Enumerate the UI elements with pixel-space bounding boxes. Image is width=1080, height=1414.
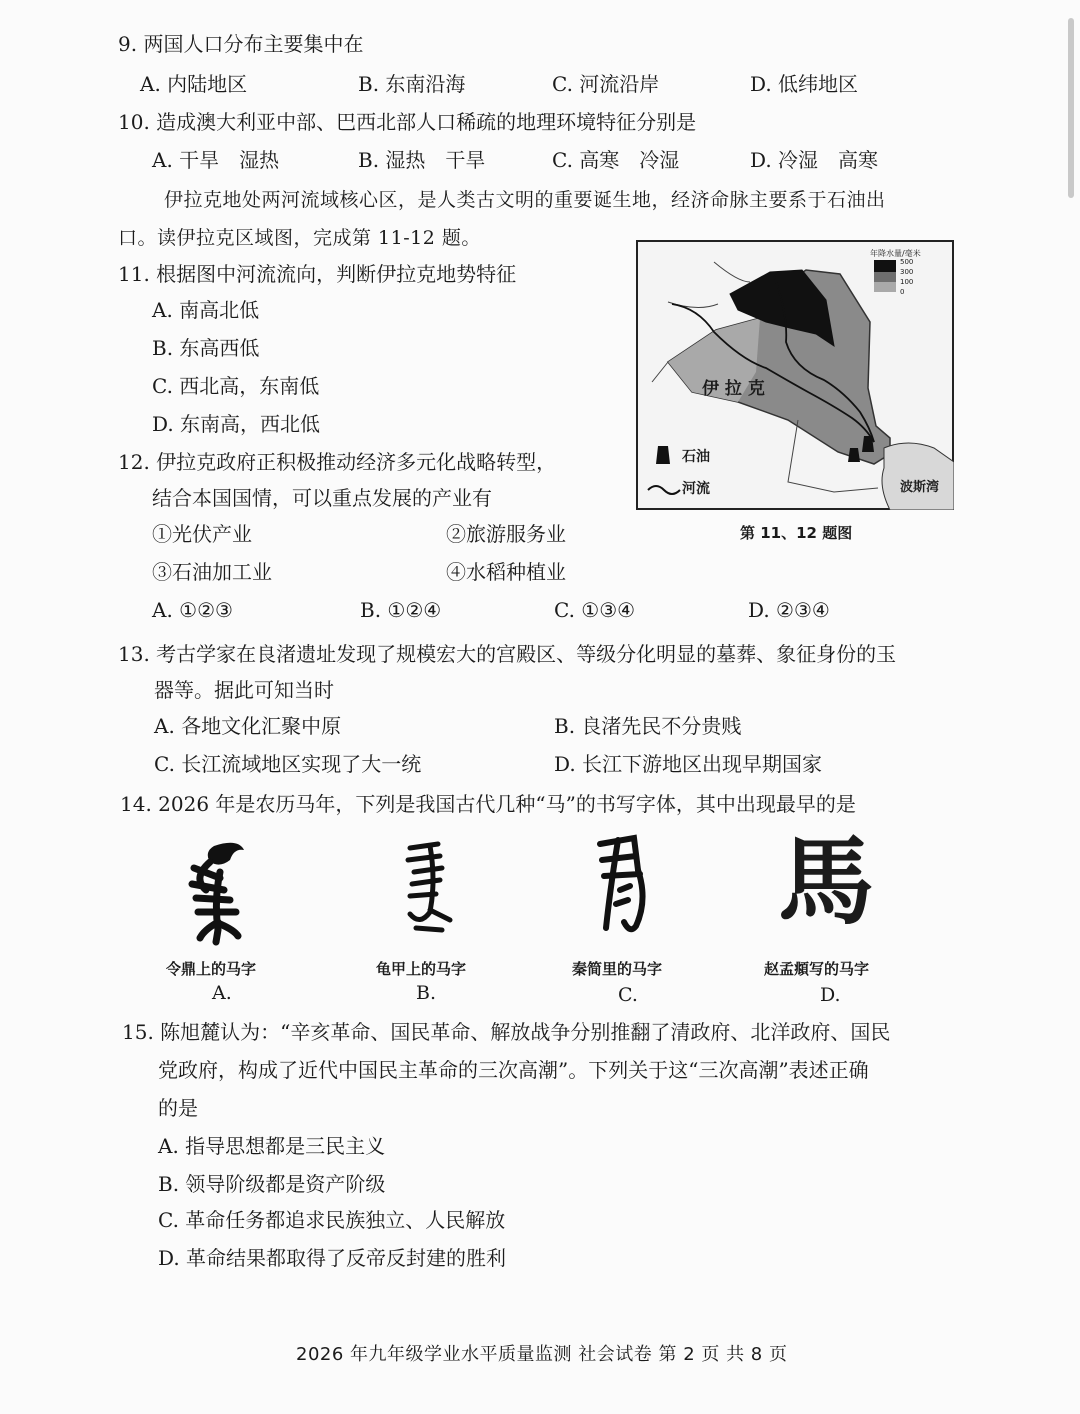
legend-value: 0 <box>900 288 905 296</box>
map-caption: 第 11、12 题图 <box>740 524 853 542</box>
q13-option-d[interactable]: D. 长江下游地区出现早期国家 <box>554 752 823 776</box>
q9-option-d[interactable]: D. 低纬地区 <box>750 72 859 96</box>
country-label: 伊 拉 克 <box>702 379 765 399</box>
glyph-d-option[interactable]: D. <box>820 984 841 1006</box>
q10-option-c[interactable]: C. 高寒 冷湿 <box>552 148 680 172</box>
q13-option-a[interactable]: A. 各地文化汇聚中原 <box>154 714 342 738</box>
question-14-stem: 14. 2026 年是农历马年，下列是我国古代几种“马”的书写字体，其中出现最早的是 <box>120 792 856 816</box>
oracle-horse-glyph-b <box>396 840 460 940</box>
q11-option-b[interactable]: B. 东高西低 <box>152 336 260 360</box>
question-13-stem-2: 器等。据此可知当时 <box>154 678 334 702</box>
q9-option-a[interactable]: A. 内陆地区 <box>140 72 248 96</box>
q13-option-b[interactable]: B. 良渚先民不分贵贱 <box>554 714 742 738</box>
q10-option-d[interactable]: D. 冷湿 高寒 <box>750 148 879 172</box>
legend-river-label: 河流 <box>682 481 710 497</box>
q9-option-c[interactable]: C. 河流沿岸 <box>552 72 660 96</box>
legend-100 <box>874 282 896 292</box>
legend-oil-label: 石油 <box>682 449 710 465</box>
question-11-stem: 11. 根据图中河流流向，判断伊拉克地势特征 <box>118 262 517 286</box>
q15-option-b[interactable]: B. 领导阶级都是资产阶级 <box>158 1172 386 1196</box>
q10-option-a[interactable]: A. 干旱 湿热 <box>152 148 280 172</box>
glyph-a-caption: 令鼎上的马字 <box>166 960 257 978</box>
question-15-stem-3: 的是 <box>158 1096 198 1120</box>
glyph-d-caption: 赵孟頫写的马字 <box>764 960 870 978</box>
question-9-stem: 9. 两国人口分布主要集中在 <box>118 32 364 56</box>
q13-option-c[interactable]: C. 长江流域地区实现了大一统 <box>154 752 422 776</box>
question-10-stem: 10. 造成澳大利亚中部、巴西北部人口稀疏的地理环境特征分别是 <box>118 110 697 134</box>
q12-item-4: ④水稻种植业 <box>446 560 566 584</box>
legend-value: 300 <box>900 268 914 276</box>
legend-300 <box>874 272 896 282</box>
question-15-stem-2: 党政府，构成了近代中国民主革命的三次高潮”。下列关于这“三次高潮”表述正确 <box>158 1058 869 1082</box>
glyph-c-caption: 秦简里的马字 <box>572 960 663 978</box>
gulf-label: 波斯湾 <box>900 480 940 495</box>
q12-option-a[interactable]: A. ①②③ <box>152 598 233 622</box>
glyph-c-option[interactable]: C. <box>618 984 638 1006</box>
legend-river-icon <box>648 486 680 494</box>
q12-item-3: ③石油加工业 <box>152 560 272 584</box>
q11-option-a[interactable]: A. 南高北低 <box>152 298 260 322</box>
zhao-mengfu-horse-glyph-d: 馬 <box>778 825 874 938</box>
qin-slip-horse-glyph-c <box>590 830 660 940</box>
q15-option-a[interactable]: A. 指导思想都是三民主义 <box>158 1134 386 1158</box>
q10-option-b[interactable]: B. 湿热 干旱 <box>358 148 486 172</box>
q12-item-2: ②旅游服务业 <box>446 522 566 546</box>
question-12-stem-2: 结合本国国情，可以重点发展的产业有 <box>152 486 492 510</box>
passage-line-2: 口。读伊拉克区域图，完成第 11-12 题。 <box>118 227 481 249</box>
q11-option-d[interactable]: D. 东南高，西北低 <box>152 412 321 436</box>
oil-symbol <box>862 436 874 452</box>
passage-line-1: 伊拉克地处两河流域核心区，是人类古文明的重要诞生地，经济命脉主要系于石油出 <box>164 189 886 211</box>
q15-option-d[interactable]: D. 革命结果都取得了反帝反封建的胜利 <box>158 1246 507 1270</box>
legend-500 <box>874 260 896 272</box>
question-13-stem-1: 13. 考古学家在良渚遗址发现了规模宏大的宫殿区、等级分化明显的墓葬、象征身份的玉 <box>118 642 897 666</box>
q12-item-1: ①光伏产业 <box>152 522 252 546</box>
glyph-a-option[interactable]: A. <box>212 982 232 1004</box>
legend-value: 100 <box>900 278 914 286</box>
glyph-b-option[interactable]: B. <box>416 982 437 1004</box>
glyph-b-caption: 龟甲上的马字 <box>376 960 467 978</box>
q9-option-b[interactable]: B. 东南沿海 <box>358 72 466 96</box>
legend-oil-icon <box>656 446 670 464</box>
legend-title: 年降水量/毫米 <box>870 249 921 258</box>
q12-option-c[interactable]: C. ①③④ <box>554 598 636 622</box>
legend-value: 500 <box>900 258 914 266</box>
iraq-map <box>636 240 954 510</box>
question-15-stem-1: 15. 陈旭麓认为：“辛亥革命、国民革命、解放战争分别推翻了清政府、北洋政府、国民 <box>122 1020 891 1044</box>
oil-symbol <box>848 448 860 462</box>
scrollbar[interactable] <box>1068 18 1074 198</box>
q11-option-c[interactable]: C. 西北高，东南低 <box>152 374 320 398</box>
q12-option-b[interactable]: B. ①②④ <box>360 598 442 622</box>
q15-option-c[interactable]: C. 革命任务都追求民族独立、人民解放 <box>158 1208 506 1232</box>
page-footer: 2026 年九年级学业水平质量监测 社会试卷 第 2 页 共 8 页 <box>296 1344 788 1365</box>
q12-option-d[interactable]: D. ②③④ <box>748 598 830 622</box>
oracle-horse-glyph-a <box>180 838 260 946</box>
question-12-stem-1: 12. 伊拉克政府正积极推动经济多元化战略转型， <box>118 450 557 474</box>
